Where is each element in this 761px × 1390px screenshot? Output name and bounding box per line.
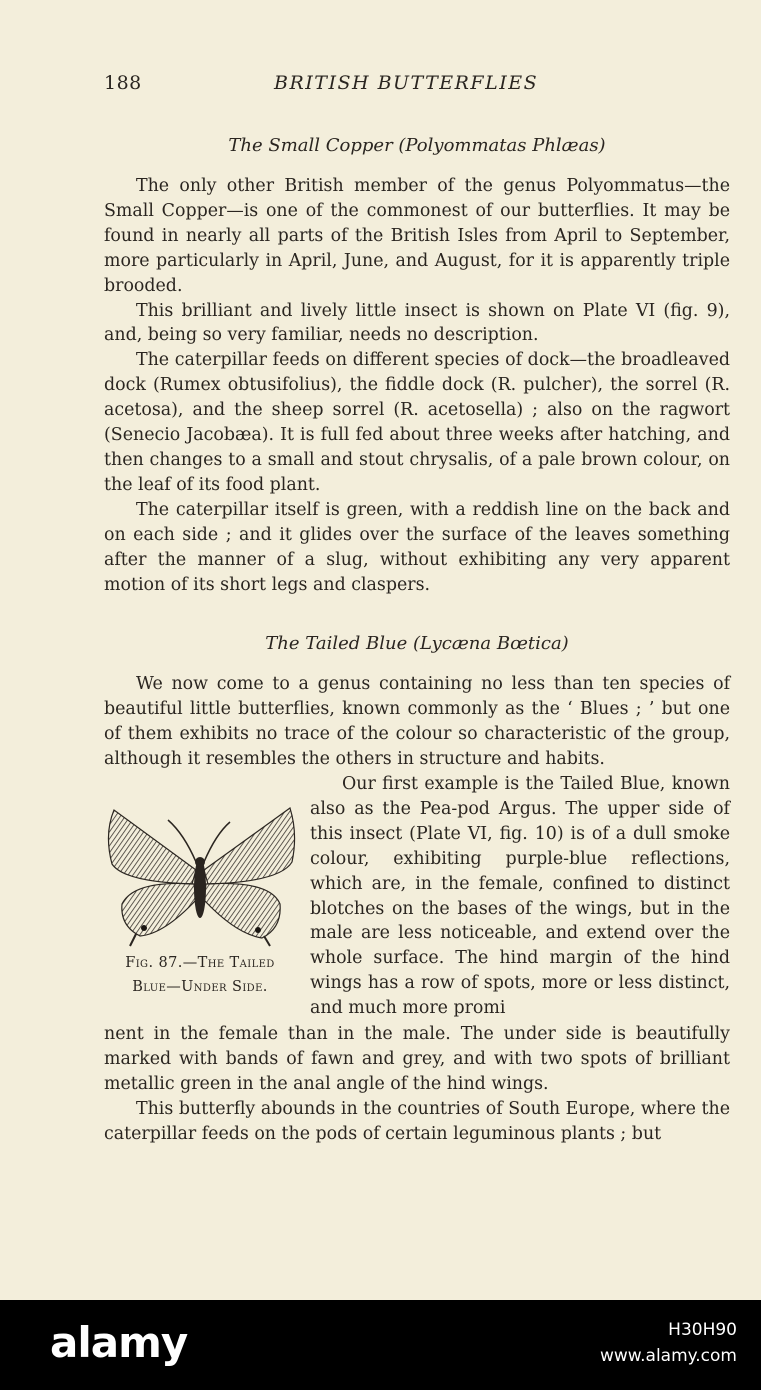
title-latin-name: (Lycæna Bœtica) [412, 633, 569, 654]
caption-line-2: Blue—Under Side. [132, 979, 268, 995]
paragraph: nent in the female than in the male. The under side is beautifully marked with bands of fawn and grey, and with two spots of brilliant metallic green in the anal angle of the hind wings. [104, 1024, 730, 1094]
paragraph: This brilliant and lively little insect is shown on Plate VI (fig. 9), and, being so very familiar, needs no description. [104, 300, 730, 346]
page-number: 188 [104, 72, 142, 94]
butterfly-icon [104, 804, 298, 949]
figure-caption [100, 951, 300, 999]
tailed-blue-intro [104, 672, 730, 772]
title-common-name: The Small Copper [228, 135, 393, 156]
running-title: BRITISH BUTTERFLIES [274, 72, 539, 94]
alamy-logo: alamy [50, 1318, 188, 1367]
paragraph: This butterfly abounds in the countries of South Europe, where the caterpillar feeds on the pods of certain leguminous plants ; but [104, 1098, 730, 1144]
page-header [104, 72, 730, 100]
section-title-small-copper [104, 135, 730, 156]
small-copper-text [104, 174, 730, 597]
caption-line-1: Fig. 87.—The Tailed [125, 955, 275, 971]
paragraph: The caterpillar itself is green, with a reddish line on the back and on each side ; and it glides over the surface of the leaves something after the manner of a slug, without exhibiting any very apparent motion of its short legs and claspers. [104, 499, 730, 595]
title-latin-name: (Polyommatas Phlæas) [398, 135, 606, 156]
stock-image-id: H30H90 [668, 1320, 737, 1340]
tailed-blue-continued [104, 1022, 730, 1147]
title-common-name: The Tailed Blue [265, 633, 408, 654]
paragraph: The caterpillar feeds on different species of dock—the broadleaved dock (Rumex obtusifolius), the fiddle dock (R. pulcher), the sorrel (R. acetosa), and the sheep sorrel (R. acetosella) ; also on the ragwort (Senecio Jacobæa). It is full fed about three weeks after hatching, and then changes to a small and stout chrysalis, of a pale brown colour, on the leaf of its food plant. [104, 350, 730, 495]
tailed-blue-wrapped-text [310, 772, 730, 1021]
section-title-tailed-blue [104, 633, 730, 654]
paragraph: We now come to a genus containing no less than ten species of beautiful little butterflies, known commonly as the ‘ Blues ; ’ but one of them exhibits no trace of the colour so characteristic of the group, although it resembles the others in structure and habits. [104, 674, 730, 769]
stock-url: www.alamy.com [599, 1346, 737, 1366]
butterfly-illustration [104, 804, 298, 949]
paragraph: Our first example is the Tailed Blue, known also as the Pea-pod Argus. The upper side of this insect (Plate VI, fig. 10) is of a dull smoke colour, exhibiting purple-blue reflections, which are, in the female, confined to distinct blotches on the bases of the wings, but in the male are less noticeable, and extend over the whole surface. The hind margin of the hind wings has a row of spots, more or less distinct, and much more promi [310, 774, 730, 1019]
paragraph: The only other British member of the genus Polyommatus—the Small Copper—is one of the commonest of our butterflies. It may be found in nearly all parts of the British Isles from April to September, more particularly in April, June, and August, for it is apparently triple brooded. [104, 176, 730, 296]
